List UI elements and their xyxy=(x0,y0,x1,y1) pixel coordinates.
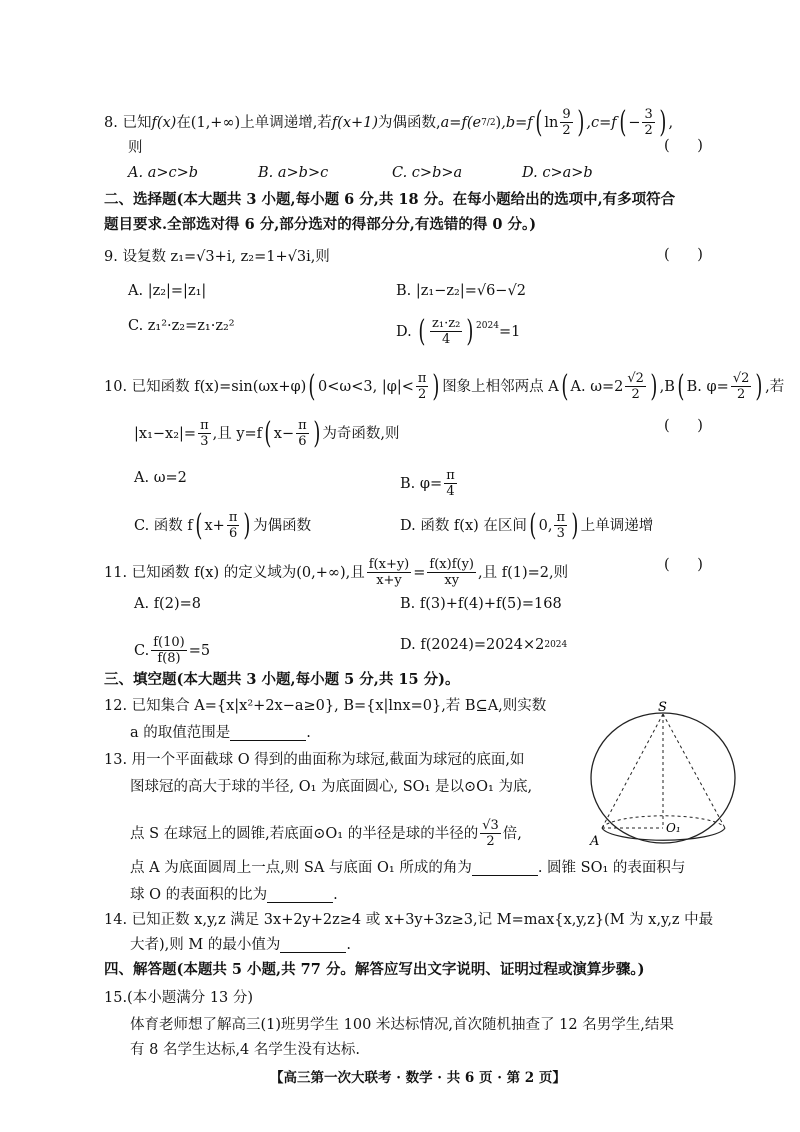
fraction xyxy=(227,510,240,541)
text: 倍, xyxy=(502,825,522,842)
question-13: 13. 用一个平面截球 O 得到的曲面称为球冠,截面为球冠的底面,如 xyxy=(104,752,525,768)
fraction xyxy=(427,557,476,588)
label: C. xyxy=(134,642,150,659)
answer-bracket: ( ) xyxy=(664,138,703,154)
question-10-line2: |x₁−x₂|= $\frac{\pi}{3}$ ,且 y=f ( x− $\frac{\pi}{6}$ ) 为奇函数,则 xyxy=(134,415,400,451)
math: A. ω=2 xyxy=(570,378,624,395)
question-13-line3 xyxy=(130,818,522,849)
denominator: 6 xyxy=(228,526,238,541)
numerator: 3 xyxy=(644,107,653,122)
text: 已知 xyxy=(122,114,152,131)
math: x− xyxy=(273,425,295,442)
fraction xyxy=(430,316,462,347)
numerator: z₁·z₂ xyxy=(432,316,461,331)
denominator: 4 xyxy=(442,332,451,347)
fraction xyxy=(731,371,752,402)
denominator: xy xyxy=(444,573,460,588)
exponent: 2024 xyxy=(544,640,568,650)
label: B. φ= xyxy=(400,475,443,492)
section-heading: 三、填空题(本大题共 3 小题,每小题 5 分,共 15 分)。 xyxy=(104,671,460,688)
text: 图象上相邻两点 A xyxy=(442,378,559,395)
denominator: 2 xyxy=(736,387,746,402)
text: a 的取值范围是 xyxy=(130,725,231,741)
page-footer: 【高三第一次大联考 · 数学 · 共 6 页 · 第 2 页】 xyxy=(270,1070,566,1086)
math: |x₁−x₂|= xyxy=(134,425,197,442)
math: f(x+1) xyxy=(331,114,379,131)
option-a: A. ω=2 xyxy=(134,470,187,486)
text: 点 S 在球冠上的圆锥,若底面⊙O₁ 的半径是球的半径的 xyxy=(130,825,479,842)
question-11 xyxy=(104,557,568,588)
sphere-cone-figure xyxy=(580,700,750,850)
question-13-line5 xyxy=(130,885,338,905)
text: 在(1,+∞)上单调递增,若 xyxy=(176,114,332,131)
numerator: π xyxy=(446,468,455,483)
denominator: 2 xyxy=(418,387,427,402)
cone-edge xyxy=(663,714,725,828)
math: 0<ω<3, |φ|< xyxy=(318,378,414,395)
cone-edge xyxy=(602,714,663,828)
math: ,c=f xyxy=(586,114,617,131)
denominator: 2 xyxy=(486,834,495,849)
denominator: 2 xyxy=(644,123,653,138)
question-14-line2 xyxy=(130,935,351,955)
question-15: 15.(本小题满分 13 分) xyxy=(104,990,254,1006)
option-b xyxy=(400,468,459,499)
denominator: x+y xyxy=(376,573,402,588)
numerator: √3 xyxy=(482,818,499,833)
question-13-line2: 图球冠的高大于球的半径, O₁ 为底面圆心, SO₁ 是以⊙O₁ 为底, xyxy=(130,779,533,795)
section-heading: 四、解答题(本题共 5 小题,共 77 分。解答应写出文字说明、证明过程或演算步骤。) xyxy=(104,961,645,978)
section-heading: 二、选择题(本大题共 3 小题,每小题 6 分,共 18 分。在每小题给出的选项中,有多项符合 xyxy=(104,191,676,208)
math: =1 xyxy=(498,323,521,340)
text: . xyxy=(333,887,338,903)
text: 11. 已知函数 f(x) 的定义域为(0,+∞),且 xyxy=(104,564,365,581)
question-15-text: 有 8 名学生达标,4 名学生没有达标. xyxy=(130,1042,360,1058)
option-c: C. c>b>a xyxy=(392,165,463,181)
option-c xyxy=(134,635,210,666)
text: 点 A 为底面圆周上一点,则 SA 与底面 O₁ 所成的角为 xyxy=(130,860,472,876)
label-a: A xyxy=(590,834,600,849)
math: = xyxy=(413,564,426,581)
math: ln xyxy=(544,114,559,131)
text: ,B xyxy=(659,378,675,395)
question-9: 9. 设复数 z₁=√3+i, z₂=1+√3i,则 xyxy=(104,249,330,265)
fraction xyxy=(560,107,572,138)
denominator: 2 xyxy=(631,387,640,402)
text: . 圆锥 SO₁ 的表面积与 xyxy=(537,860,686,876)
denominator: 6 xyxy=(298,434,307,449)
numerator: π xyxy=(200,418,209,433)
numerator: f(x)f(y) xyxy=(429,557,475,572)
option-c: C. 函数 f ( x+ $\frac{\pi}{6}$ ) 为偶函数 xyxy=(134,507,312,543)
text: 上单调递增 xyxy=(580,517,654,534)
numerator: π xyxy=(417,371,427,386)
math: 0, xyxy=(538,517,553,534)
numerator: π xyxy=(298,418,307,433)
text: 则 xyxy=(128,140,143,156)
text: 为偶函数 xyxy=(253,517,312,534)
text: . xyxy=(306,725,311,741)
math: =5 xyxy=(188,642,211,659)
answer-blank[interactable] xyxy=(230,726,306,741)
option-d: D. ( $\frac{\text{z₁·z₂}}{4}$ ) $^{2024}$ =1 xyxy=(396,313,521,349)
answer-bracket: ( ) xyxy=(664,418,703,434)
question-15-text: 体育老师想了解高三(1)班男学生 100 米达标情况,首次随机抽查了 12 名男学生,结果 xyxy=(130,1017,674,1033)
option-d: D. 函数 f(x) 在区间 ( 0, $\frac{\pi}{3}$ ) 上单调递增 xyxy=(400,507,654,543)
numerator: √2 xyxy=(627,371,644,386)
fraction xyxy=(625,371,646,402)
label: D. xyxy=(396,323,412,340)
denominator: 4 xyxy=(446,484,455,499)
fraction xyxy=(554,510,567,541)
answer-blank[interactable] xyxy=(267,888,333,903)
option-b: B. f(3)+f(4)+f(5)=168 xyxy=(400,596,562,612)
fraction xyxy=(416,371,429,402)
math: B. φ= xyxy=(686,378,729,395)
math: − xyxy=(628,114,641,131)
denominator: 3 xyxy=(556,526,565,541)
section-heading: 题目要求.全部选对得 6 分,部分选对的得部分分,有选错的得 0 分。) xyxy=(104,216,537,233)
option-d xyxy=(400,635,567,655)
text: 球 O 的表面积的比为 xyxy=(130,887,268,903)
text: , xyxy=(668,114,674,131)
math: x+ xyxy=(204,517,225,534)
exponent: 2024 xyxy=(476,321,499,331)
question-8: 8. 已知 f(x) 在(1,+∞)上单调递增,若 f(x+1) 为偶函数, a=f(e 7/2 ) ,b=f ( ln $\frac{9}{2}$ ) ,c=f ( − $\frac{3}{2}$ ) , xyxy=(104,104,674,140)
option-a: A. a>c>b xyxy=(128,165,199,181)
fraction xyxy=(296,418,309,449)
fraction xyxy=(642,107,654,138)
option-a: A. f(2)=8 xyxy=(134,596,201,612)
fraction xyxy=(480,818,501,849)
text: ,若 xyxy=(765,378,785,395)
label-o1: O₁ xyxy=(666,821,681,835)
math: a=f(e xyxy=(440,114,482,131)
label: D. 函数 f(x) 在区间 xyxy=(400,517,527,534)
answer-bracket: ( ) xyxy=(664,557,703,573)
question-12-line2 xyxy=(130,723,311,743)
numerator: π xyxy=(228,510,238,525)
numerator: 9 xyxy=(562,107,571,122)
label: C. 函数 f xyxy=(134,517,193,534)
label: D. f(2024)=2024×2 xyxy=(400,637,545,653)
numerator: f(10) xyxy=(153,635,185,650)
text: 为偶函数, xyxy=(378,114,441,131)
exponent: 7/2 xyxy=(481,117,496,128)
answer-blank[interactable] xyxy=(472,861,538,876)
denominator: 2 xyxy=(562,123,571,138)
question-14: 14. 已知正数 x,y,z 满足 3x+2y+2z≥4 或 x+3y+3z≥3,记 M=max{x,y,z}(M 为 x,y,z 中最 xyxy=(104,912,714,928)
numerator: √2 xyxy=(732,371,750,386)
math: f(x) xyxy=(151,114,177,131)
q-number: 8. xyxy=(104,114,118,131)
fraction xyxy=(444,468,457,499)
fraction xyxy=(367,557,412,588)
option-d: D. c>a>b xyxy=(522,165,593,181)
question-13-line4 xyxy=(130,858,685,878)
question-10: 10. 已知函数 f(x)=sin(ωx+φ) ( 0<ω<3, |φ|< $\frac{\pi}{2}$ ) 图象上相邻两点 A ( A. ω=2 $\frac{√2}{2}$ ) ,B ( B. φ= $\frac{√2}{2}$ ) ,若 xyxy=(104,368,785,404)
numerator: f(x+y) xyxy=(368,557,410,572)
answer-bracket: ( ) xyxy=(664,247,703,263)
question-12: 12. 已知集合 A={x|x²+2x−a≥0}, B={x|lnx=0},若 B⊆A,则实数 xyxy=(104,698,547,714)
text: 10. 已知函数 f(x)=sin(ωx+φ) xyxy=(104,378,307,395)
text: 大者),则 M 的最小值为 xyxy=(130,937,281,953)
denominator: f(8) xyxy=(157,651,181,666)
math: ) xyxy=(495,114,502,131)
math: ,b=f xyxy=(501,114,533,131)
text: 为奇函数,则 xyxy=(322,425,400,442)
fraction xyxy=(151,635,187,666)
label-s: S xyxy=(658,700,667,715)
option-b: B. |z₁−z₂|=√6−√2 xyxy=(396,283,526,299)
text: ,且 f(1)=2,则 xyxy=(478,564,569,581)
fraction xyxy=(198,418,211,449)
option-a: A. |z₂|=|z₁| xyxy=(128,283,207,299)
text: ,且 y=f xyxy=(212,425,263,442)
option-b: B. a>b>c xyxy=(258,165,329,181)
text: . xyxy=(346,937,351,953)
denominator: 3 xyxy=(200,434,209,449)
option-c: C. z₁²·z₂=z₁·z₂² xyxy=(128,318,235,334)
answer-blank[interactable] xyxy=(280,938,346,953)
numerator: π xyxy=(556,510,566,525)
